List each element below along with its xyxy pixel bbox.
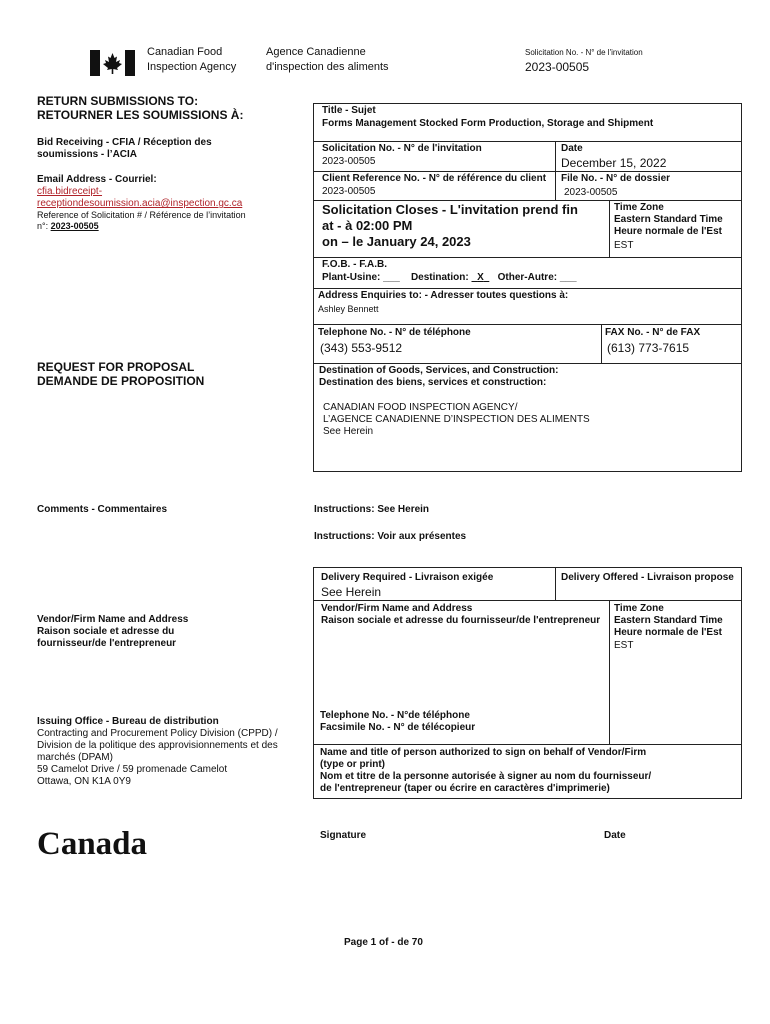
vendor-name-label-fr: Raison sociale et adresse du fournisseur/de l'entrepreneur bbox=[321, 615, 601, 626]
header-solicitation-label: Solicitation No. - N° de l'invitation bbox=[525, 48, 643, 57]
vendor-time-zone bbox=[614, 603, 723, 639]
authorized-line3: Nom et titre de la personne autorisée à signer au nom du fournisseur/ bbox=[320, 771, 652, 782]
destination-address bbox=[323, 402, 590, 438]
authorized-signatory-label bbox=[320, 747, 651, 795]
email-address[interactable] bbox=[37, 186, 242, 210]
file-no-value: 2023-00505 bbox=[564, 187, 618, 198]
closes-line1: Solicitation Closes - L'invitation prend fin bbox=[322, 202, 578, 217]
issuing-line1: Contracting and Procurement Policy Division (CPPD) / bbox=[37, 728, 278, 739]
fob-label: F.O.B. - F.A.B. bbox=[322, 259, 387, 270]
issuing-line2: Division de la politique des approvisionnements et des bbox=[37, 740, 278, 751]
fax-value: (613) 773-7615 bbox=[607, 341, 690, 355]
org-fr-line1: Agence Canadienne bbox=[266, 46, 366, 58]
delivery-required-value: See Herein bbox=[321, 585, 382, 599]
bid-receiving bbox=[37, 137, 212, 161]
signature-label: Signature bbox=[320, 830, 367, 841]
vendor-label-line1: Vendor/Firm Name and Address bbox=[37, 614, 189, 625]
canada-wordmark: Canada bbox=[37, 826, 148, 862]
fob-other: Other-Autre: ___ bbox=[497, 272, 577, 283]
date-label: Date bbox=[561, 143, 583, 154]
vendor-label-line2: Raison sociale et adresse du bbox=[37, 626, 175, 637]
destination-label-fr: Destination des biens, services et construction: bbox=[319, 377, 547, 388]
vendor-name-label-en: Vendor/Firm Name and Address bbox=[321, 603, 473, 614]
vendor-tz-label: Time Zone bbox=[614, 603, 664, 614]
vendor-phone-label: Telephone No. - N°de téléphone bbox=[320, 710, 470, 721]
instructions-fr: Instructions: Voir aux présentes bbox=[314, 531, 467, 542]
vendor-tz-en: Eastern Standard Time bbox=[614, 615, 723, 626]
instructions-en: Instructions: See Herein bbox=[314, 504, 430, 515]
vendor-name-label bbox=[321, 603, 600, 627]
fob-destination-label: Destination: bbox=[410, 272, 469, 283]
tz-en: Eastern Standard Time bbox=[614, 214, 723, 225]
issuing-line5: Ottawa, ON K1A 0Y9 bbox=[37, 776, 131, 787]
client-reference-label: Client Reference No. - N° de référence du client bbox=[322, 173, 547, 184]
issuing-line4: 59 Camelot Drive / 59 promenade Camelot bbox=[37, 764, 228, 775]
reference-label: Reference of Solicitation # / Référence de l’invitation bbox=[37, 210, 246, 220]
rfp-en: REQUEST FOR PROPOSAL bbox=[37, 360, 195, 374]
fob-options bbox=[322, 272, 577, 284]
fob-plant: Plant-Usine: ___ bbox=[322, 272, 400, 283]
telephone-value: (343) 553-9512 bbox=[320, 341, 403, 355]
file-no-label: File No. - N° de dossier bbox=[561, 173, 671, 184]
vendor-fax-label: Facsimile No. - N° de télécopieur bbox=[320, 722, 476, 733]
org-name-fr bbox=[266, 46, 389, 74]
comments-label: Comments - Commentaires bbox=[37, 504, 168, 515]
closes-line2: at - à 02:00 PM bbox=[322, 218, 413, 233]
return-heading-fr: RETOURNER LES SOUMISSIONS À: bbox=[37, 108, 244, 122]
vendor-tz-fr: Heure normale de l'Est bbox=[614, 627, 722, 638]
email-label: Email Address - Courriel: bbox=[37, 174, 157, 185]
fax-label: FAX No. - N° de FAX bbox=[605, 327, 701, 338]
solicitation-no-label: Solicitation No. - N° de l'invitation bbox=[322, 143, 482, 154]
destination-line2: L’AGENCE CANADIENNE D’INSPECTION DES ALIMENTS bbox=[323, 414, 590, 425]
authorized-line4: de l'entrepreneur (taper ou écrire en caractères d'imprimerie) bbox=[320, 783, 610, 794]
bid-receiving-line2: soumissions - l’ACIA bbox=[37, 149, 138, 160]
enquiries-contact: Ashley Bennett bbox=[318, 304, 379, 314]
time-zone-label bbox=[614, 202, 723, 238]
return-submissions-heading bbox=[37, 94, 243, 122]
signature-date-label: Date bbox=[604, 830, 626, 841]
vendor-tz-value: EST bbox=[614, 640, 634, 651]
destination-line1: CANADIAN FOOD INSPECTION AGENCY/ bbox=[323, 402, 518, 413]
issuing-line3: marchés (DPAM) bbox=[37, 752, 113, 763]
solicitation-no-value: 2023-00505 bbox=[322, 156, 376, 167]
solicitation-closes bbox=[322, 202, 578, 250]
delivery-required-label: Delivery Required - Livraison exigée bbox=[321, 572, 494, 583]
reference-number: 2023-00505 bbox=[50, 221, 99, 231]
reference-prefix: n°: bbox=[37, 221, 51, 231]
reference-number-line bbox=[37, 221, 246, 232]
vendor-firm-label bbox=[37, 614, 188, 650]
telephone-label: Telephone No. - N° de téléphone bbox=[318, 327, 471, 338]
vendor-label-line3: fournisseur/de l'entrepreneur bbox=[37, 638, 177, 649]
fob-destination-value: X bbox=[477, 272, 484, 283]
closes-line3: on – le January 24, 2023 bbox=[322, 234, 471, 249]
solicitation-reference bbox=[37, 210, 246, 232]
org-en-line1: Canadian Food bbox=[147, 46, 223, 58]
email-link-line1[interactable]: cfia.bidreceipt- bbox=[37, 186, 103, 197]
header-solicitation-number: 2023-00505 bbox=[525, 60, 590, 74]
destination-label-en: Destination of Goods, Services, and Construction: bbox=[319, 365, 559, 376]
tz-label: Time Zone bbox=[614, 202, 664, 213]
enquiries-label: Address Enquiries to: - Adresser toutes questions à: bbox=[318, 290, 569, 301]
rfp-fr: DEMANDE DE PROPOSITION bbox=[37, 374, 205, 388]
issuing-office bbox=[37, 716, 278, 788]
org-name-en bbox=[147, 46, 236, 74]
tz-fr: Heure normale de l'Est bbox=[614, 226, 722, 237]
org-fr-line2: d'inspection des aliments bbox=[266, 61, 389, 73]
date-value: December 15, 2022 bbox=[561, 156, 667, 170]
request-for-proposal bbox=[37, 360, 204, 388]
title-label: Title - Sujet bbox=[322, 105, 376, 116]
vendor-phone-fax-label bbox=[320, 710, 475, 734]
delivery-offered-label: Delivery Offered - Livraison propose bbox=[561, 572, 734, 583]
bid-receiving-line1: Bid Receiving - CFIA / Réception des bbox=[37, 137, 212, 148]
authorized-line2: (type or print) bbox=[320, 759, 385, 770]
canada-flag-logo bbox=[90, 50, 135, 76]
org-en-line2: Inspection Agency bbox=[147, 61, 237, 73]
destination-label bbox=[319, 365, 558, 389]
issuing-office-label: Issuing Office - Bureau de distribution bbox=[37, 716, 219, 727]
authorized-line1: Name and title of person authorized to sign on behalf of Vendor/Firm bbox=[320, 747, 647, 758]
title-value: Forms Management Stocked Form Production, Storage and Shipment bbox=[322, 118, 654, 129]
destination-line3: See Herein bbox=[323, 426, 374, 437]
page-number: Page 1 of - de 70 bbox=[344, 937, 423, 948]
email-link-line2[interactable]: receptiondesoumission.acia@inspection.gc.ca bbox=[37, 198, 243, 209]
client-reference-value: 2023-00505 bbox=[322, 186, 376, 197]
return-heading-en: RETURN SUBMISSIONS TO: bbox=[37, 94, 199, 108]
time-zone-value: EST bbox=[614, 240, 634, 251]
